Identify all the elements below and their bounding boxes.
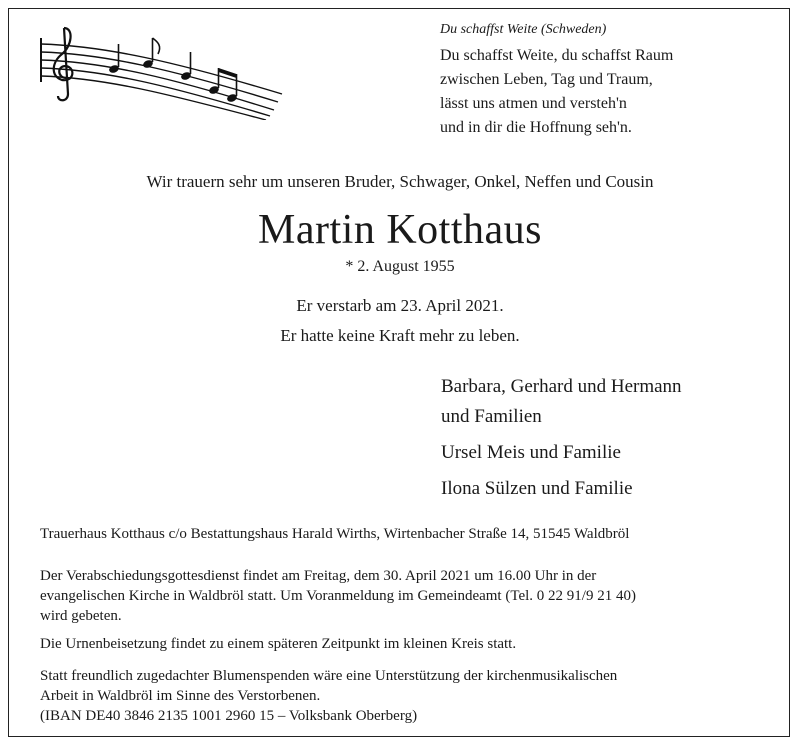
service-notice (40, 566, 770, 626)
death-date: Er verstarb am 23. April 2021. (296, 296, 504, 315)
service-line: wird gebeten. (40, 608, 122, 624)
poem (440, 22, 780, 140)
deceased-name: Martin Kotthaus (258, 207, 542, 253)
poem-line: und in dir die Hoffnung seh'n. (440, 119, 632, 136)
funeral-home-address: Trauerhaus Kotthaus c/o Bestattungshaus Harald Wirths, Wirtenbacher Straße 14, 51545 Waldbröl (40, 526, 630, 542)
poem-title: Du schaffst Weite (Schweden) (440, 22, 607, 37)
family-line: Ilona Sülzen und Familie (441, 478, 633, 499)
family-line: Barbara, Gerhard und Hermann (441, 376, 682, 397)
death-statement: Er hatte keine Kraft mehr zu leben. (280, 326, 520, 345)
poem-line: lässt uns atmen und versteh'n (440, 95, 627, 112)
family-line: und Familien (441, 406, 542, 427)
donation-line: Arbeit in Waldbröl im Sinne des Verstorbenen. (40, 688, 321, 704)
service-line: Der Verabschiedungsgottesdienst findet am Freitag, dem 30. April 2021 um 16.00 Uhr in der (40, 568, 597, 584)
urn-burial-notice: Die Urnenbeisetzung findet zu einem späteren Zeitpunkt im kleinen Kreis statt. (40, 636, 517, 652)
mourning-intro: Wir trauern sehr um unseren Bruder, Schwager, Onkel, Neffen und Cousin (146, 172, 654, 191)
service-line: evangelischen Kirche in Waldbröl statt. Um Voranmeldung im Gemeindeamt (Tel. 0 22 91/9 21 40) (40, 588, 636, 604)
donation-notice (40, 666, 770, 726)
donation-iban: (IBAN DE40 3846 2135 1001 2960 15 – Volksbank Oberberg) (40, 708, 418, 724)
poem-line: Du schaffst Weite, du schaffst Raum (440, 47, 674, 64)
family-signatures (441, 372, 781, 504)
poem-line: zwischen Leben, Tag und Traum, (440, 71, 653, 88)
birth-date: * 2. August 1955 (345, 258, 455, 275)
music-staff-icon (36, 24, 286, 120)
family-line: Ursel Meis und Familie (441, 442, 621, 463)
donation-line: Statt freundlich zugedachter Blumenspenden wäre eine Unterstützung der kirchenmusikalischen (40, 668, 618, 684)
